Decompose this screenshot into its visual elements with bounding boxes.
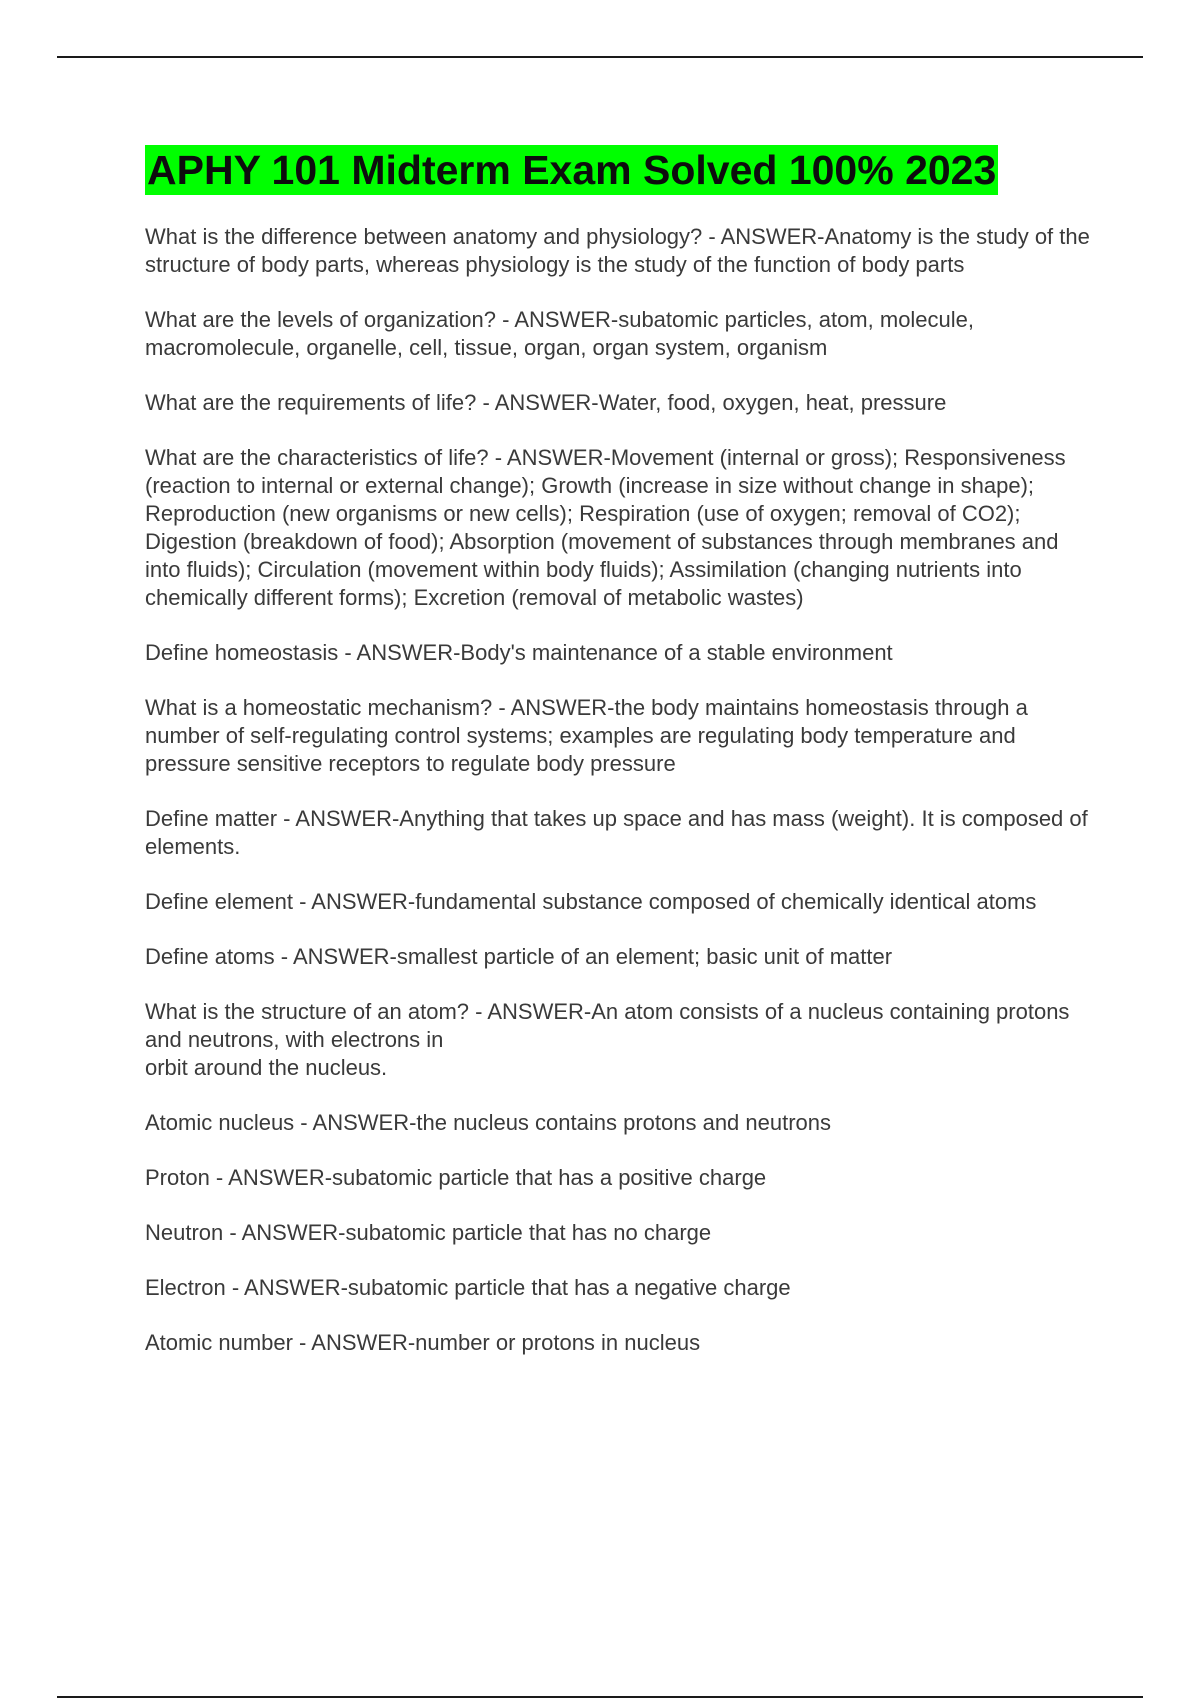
document-body: [145, 145, 1090, 1384]
qa-item: Atomic nucleus - ANSWER-the nucleus contains protons and neutrons: [145, 1110, 832, 1135]
footer-rule: [57, 1696, 1143, 1698]
qa-item: What is a homeostatic mechanism? - ANSWER-the body maintains homeostasis through a number of self-regulating control systems; examples are regulating body temperature and pressure sensitive receptors to regulate body pressure: [145, 695, 1028, 776]
qa-item: Neutron - ANSWER-subatomic particle that has no charge: [145, 1220, 712, 1245]
document-title: APHY 101 Midterm Exam Solved 100% 2023: [147, 147, 997, 193]
qa-list: [145, 223, 1090, 1357]
qa-item: What is the structure of an atom? - ANSWER-An atom consists of a nucleus containing protons and neutrons, with electrons in orbit around the nucleus.: [145, 999, 1070, 1080]
qa-item: What are the requirements of life? - ANSWER-Water, food, oxygen, heat, pressure: [145, 390, 947, 415]
qa-item: Define atoms - ANSWER-smallest particle of an element; basic unit of matter: [145, 944, 893, 969]
qa-item: Define element - ANSWER-fundamental substance composed of chemically identical atoms: [145, 889, 1037, 914]
qa-item: What are the characteristics of life? - ANSWER-Movement (internal or gross); Responsiveness (reaction to internal or external change); Growth (increase in size without change in shape); Reproduction (new organisms or new cells); Respiration (use of oxygen; removal of CO2); Digestion (breakdown of food); Absorption (movement of substances through membranes and into fluids); Circulation (movement within body fluids); Assimilation (changing nutrients into chemically different forms); Excretion (removal of metabolic wastes): [145, 445, 1066, 610]
qa-item: Define matter - ANSWER-Anything that takes up space and has mass (weight). It is composed of elements.: [145, 806, 1088, 859]
header-rule: [57, 56, 1143, 58]
qa-item: Electron - ANSWER-subatomic particle that has a negative charge: [145, 1275, 791, 1300]
qa-item: Define homeostasis - ANSWER-Body's maintenance of a stable environment: [145, 640, 893, 665]
qa-item: What are the levels of organization? - ANSWER-subatomic particles, atom, molecule, macromolecule, organelle, cell, tissue, organ, organ system, organism: [145, 307, 975, 360]
qa-item: Atomic number - ANSWER-number or protons in nucleus: [145, 1330, 701, 1355]
qa-item: What is the difference between anatomy and physiology? - ANSWER-Anatomy is the study of the structure of body parts, whereas physiology is the study of the function of body parts: [145, 224, 1090, 277]
qa-item: Proton - ANSWER-subatomic particle that has a positive charge: [145, 1165, 767, 1190]
